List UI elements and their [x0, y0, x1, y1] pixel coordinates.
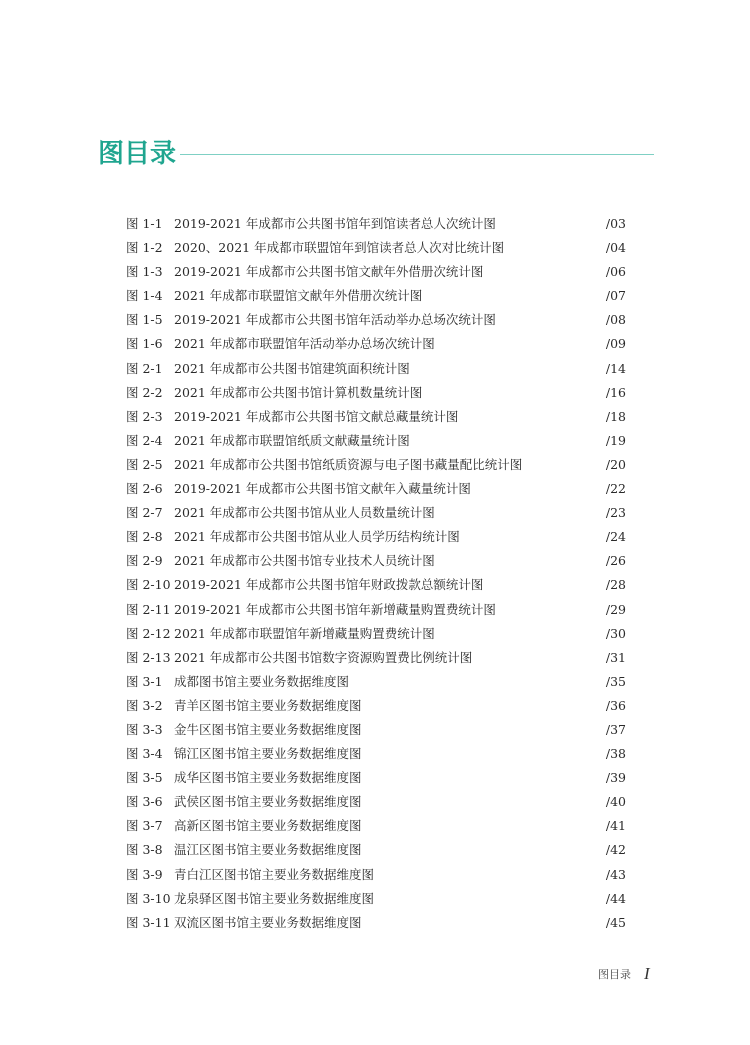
figure-page-number: /26: [605, 553, 626, 569]
figure-title: 成华区图书馆主要业务数据维度图: [174, 770, 362, 786]
figure-page-number: /38: [605, 746, 626, 762]
figure-page-number: /23: [605, 505, 626, 521]
figure-page-number: /08: [605, 312, 626, 328]
figure-title: 2019-2021 年成都市公共图书馆文献年入藏量统计图: [174, 481, 471, 497]
figure-number: 图 1-3: [126, 264, 163, 280]
toc-entry[interactable]: [126, 766, 626, 790]
toc-entry[interactable]: [126, 429, 626, 453]
figure-page-number: /39: [605, 770, 626, 786]
figure-title: 青白江区图书馆主要业务数据维度图: [174, 866, 375, 882]
figure-number: 图 3-9: [126, 866, 163, 882]
figure-number: 图 2-9: [126, 553, 163, 569]
figure-title: 金牛区图书馆主要业务数据维度图: [174, 721, 362, 737]
figure-title: 2021 年成都市公共图书馆建筑面积统计图: [174, 360, 410, 376]
figure-page-number: /14: [605, 360, 626, 376]
figure-title: 2019-2021 年成都市公共图书馆文献年外借册次统计图: [174, 264, 484, 280]
figure-page-number: /43: [605, 866, 626, 882]
figure-page-number: /22: [605, 481, 626, 497]
figure-page-number: /18: [605, 408, 626, 424]
toc-entry[interactable]: [126, 838, 626, 862]
toc-entry[interactable]: [126, 718, 626, 742]
figure-number: 图 2-10: [126, 577, 171, 593]
figure-title: 成都图书馆主要业务数据维度图: [174, 673, 350, 689]
figure-title: 2021 年成都市公共图书馆数字资源购置费比例统计图: [174, 649, 473, 665]
figure-number: 图 3-6: [126, 794, 163, 810]
toc-entry[interactable]: [126, 887, 626, 911]
figure-page-number: /09: [605, 336, 626, 352]
toc-entry[interactable]: [126, 549, 626, 573]
figure-number: 图 2-8: [126, 529, 163, 545]
toc-entry[interactable]: [126, 598, 626, 622]
toc-entry[interactable]: [126, 357, 626, 381]
figure-title: 温江区图书馆主要业务数据维度图: [174, 842, 362, 858]
figure-title: 2021 年成都市公共图书馆专业技术人员统计图: [174, 553, 435, 569]
toc-entry[interactable]: [126, 501, 626, 525]
figure-title: 锦江区图书馆主要业务数据维度图: [174, 746, 362, 762]
toc-entry[interactable]: [126, 790, 626, 814]
figure-number: 图 1-2: [126, 240, 163, 256]
figure-page-number: /28: [605, 577, 626, 593]
figure-number: 图 2-5: [126, 456, 163, 472]
toc-entry[interactable]: [126, 694, 626, 718]
toc-entry[interactable]: [126, 453, 626, 477]
figure-title: 2021 年成都市公共图书馆纸质资源与电子图书藏量配比统计图: [174, 456, 523, 472]
figure-number: 图 3-4: [126, 746, 163, 762]
figure-page-number: /40: [605, 794, 626, 810]
figure-page-number: /35: [605, 673, 626, 689]
figure-title: 2021 年成都市公共图书馆从业人员数量统计图: [174, 505, 435, 521]
figure-page-number: /41: [605, 818, 626, 834]
footer-page-number: I: [644, 964, 650, 983]
figure-page-number: /03: [605, 216, 626, 231]
figure-number: 图 3-8: [126, 842, 163, 858]
figure-title: 双流区图书馆主要业务数据维度图: [174, 914, 362, 930]
figure-title: 2019-2021 年成都市公共图书馆文献总藏量统计图: [174, 408, 459, 424]
figure-page-number: /45: [605, 914, 626, 930]
figure-page-number: /20: [605, 456, 626, 472]
figure-title: 龙泉驿区图书馆主要业务数据维度图: [174, 890, 375, 906]
figure-number: 图 3-11: [126, 914, 171, 930]
figure-page-number: /07: [605, 288, 626, 304]
figure-title: 2019-2021 年成都市公共图书馆年到馆读者总人次统计图: [174, 216, 496, 231]
figure-number: 图 3-1: [126, 673, 163, 689]
figure-title: 2019-2021 年成都市公共图书馆年活动举办总场次统计图: [174, 312, 496, 328]
toc-entry[interactable]: [126, 477, 626, 501]
figure-page-number: /31: [605, 649, 626, 665]
toc-entry[interactable]: [126, 911, 626, 935]
toc-entry[interactable]: [126, 670, 626, 694]
figure-number: 图 3-2: [126, 697, 163, 713]
toc-entry[interactable]: [126, 814, 626, 838]
toc-entry[interactable]: [126, 646, 626, 670]
toc-entry[interactable]: [126, 236, 626, 260]
figure-page-number: /42: [605, 842, 626, 858]
figure-title: 2021 年成都市联盟馆年活动举办总场次统计图: [174, 336, 435, 352]
figure-title: 2021 年成都市公共图书馆计算机数量统计图: [174, 384, 423, 400]
toc-entry[interactable]: [126, 622, 626, 646]
figure-page-number: /36: [605, 697, 626, 713]
figure-title: 武侯区图书馆主要业务数据维度图: [174, 794, 362, 810]
toc-entry[interactable]: [126, 863, 626, 887]
toc-entry[interactable]: [126, 573, 626, 597]
toc-entry[interactable]: [126, 308, 626, 332]
figure-page-number: /16: [605, 384, 626, 400]
toc-entry[interactable]: [126, 284, 626, 308]
figure-number: 图 2-11: [126, 601, 171, 617]
figure-number: 图 1-6: [126, 336, 163, 352]
toc-entry[interactable]: [126, 525, 626, 549]
figure-number: 图 2-6: [126, 481, 163, 497]
toc-entry[interactable]: [126, 332, 626, 356]
page-title: 图目录: [98, 139, 177, 169]
toc-entry[interactable]: [126, 742, 626, 766]
figure-page-number: /19: [605, 432, 626, 448]
figure-number: 图 2-13: [126, 649, 171, 665]
figure-number: 图 2-12: [126, 625, 171, 641]
figure-number: 图 3-7: [126, 818, 163, 834]
toc-entry[interactable]: [126, 260, 626, 284]
figure-page-number: /30: [605, 625, 626, 641]
figure-title: 高新区图书馆主要业务数据维度图: [174, 818, 362, 834]
figure-number: 图 1-5: [126, 312, 163, 328]
figure-number: 图 2-7: [126, 505, 163, 521]
figure-list: [126, 212, 626, 935]
figure-title: 2021 年成都市联盟馆纸质文献藏量统计图: [174, 432, 410, 448]
figure-title: 2019-2021 年成都市公共图书馆年新增藏量购置费统计图: [174, 601, 496, 617]
figure-number: 图 2-1: [126, 360, 163, 376]
figure-page-number: /37: [605, 721, 626, 737]
toc-entry[interactable]: [126, 381, 626, 405]
figure-title: 2019-2021 年成都市公共图书馆年财政拨款总额统计图: [174, 577, 484, 593]
figure-number: 图 1-1: [126, 216, 163, 231]
section-header: [98, 136, 654, 172]
figure-number: 图 2-2: [126, 384, 163, 400]
toc-entry[interactable]: [126, 212, 626, 236]
figure-title: 青羊区图书馆主要业务数据维度图: [174, 697, 362, 713]
toc-entry[interactable]: [126, 405, 626, 429]
figure-title: 2021 年成都市联盟馆年新增藏量购置费统计图: [174, 625, 435, 641]
figure-page-number: /06: [605, 264, 626, 280]
figure-title: 2021 年成都市联盟馆文献年外借册次统计图: [174, 288, 423, 304]
figure-number: 图 2-3: [126, 408, 163, 424]
figure-page-number: /24: [605, 529, 626, 545]
figure-number: 图 2-4: [126, 432, 163, 448]
figure-number: 图 3-5: [126, 770, 163, 786]
figure-page-number: /29: [605, 601, 626, 617]
footer-section-label: 图目录: [598, 968, 631, 981]
figure-number: 图 3-3: [126, 721, 163, 737]
title-divider: [180, 154, 654, 155]
figure-number: 图 3-10: [126, 890, 171, 906]
figure-number: 图 1-4: [126, 288, 163, 304]
figure-title: 2021 年成都市公共图书馆从业人员学历结构统计图: [174, 529, 460, 545]
figure-page-number: /44: [605, 890, 626, 906]
figure-title: 2020、2021 年成都市联盟馆年到馆读者总人次对比统计图: [174, 240, 505, 256]
figure-page-number: /04: [605, 240, 626, 256]
